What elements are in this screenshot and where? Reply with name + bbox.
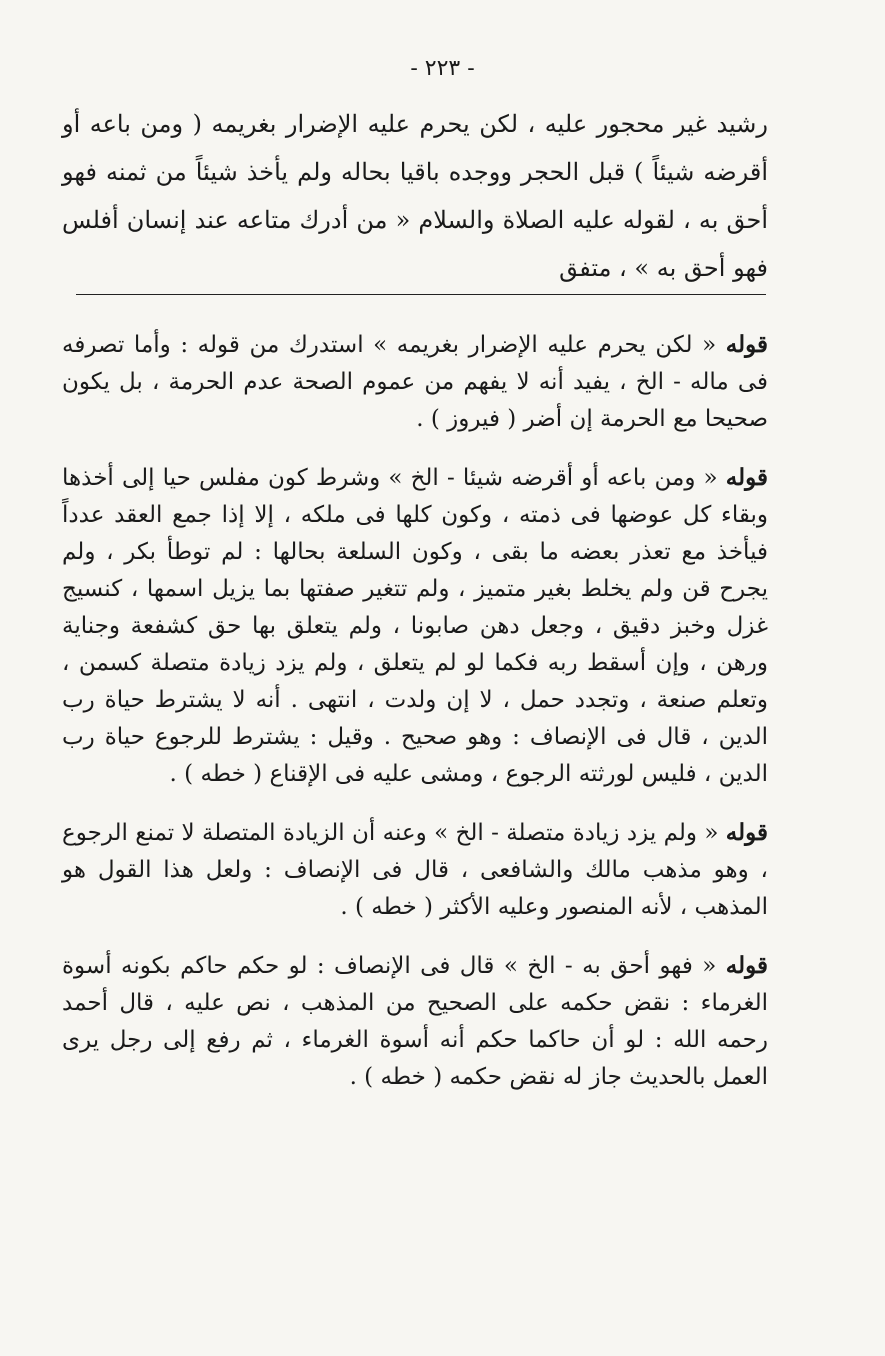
commentary-text: « ولم يزد زيادة متصلة - الخ » وعنه أن الزيادة المتصلة لا تمنع الرجوع ، وهو مذهب مالك والشافعى ، قال فى الإنصاف : ولعل هذا القول هو المذهب ، لأنه المنصور وعليه الأكثر ( خطه ) . xyxy=(62,820,768,920)
commentary-section xyxy=(62,326,768,1117)
page-number: - ٢٢٣ - xyxy=(410,56,475,81)
commentary-paragraph xyxy=(62,947,768,1096)
commentary-lead: قوله xyxy=(725,819,768,846)
commentary-paragraph xyxy=(62,814,768,926)
commentary-lead: قوله xyxy=(725,331,768,358)
commentary-paragraph xyxy=(62,326,768,438)
commentary-lead: قوله xyxy=(725,952,768,979)
commentary-paragraph xyxy=(62,459,768,793)
commentary-text: « لكن يحرم عليه الإضرار بغريمه » استدرك من قوله : وأما تصرفه فى ماله - الخ ، يفيد أنه لا يفهم من عموم الصحة عدم الحرمة ، بل يكون صحيحا مع الحرمة إن أضر ( فيروز ) . xyxy=(62,332,768,432)
footnote-separator xyxy=(76,294,766,295)
commentary-text: « ومن باعه أو أقرضه شيئا - الخ » وشرط كون مفلس حيا إلى أخذها وبقاء كل عوضها فى ذمته ، وكون كلها فى ملكه ، إلا إذا جمع العقد عدداً فيأخذ مع تعذر بعضه ما بقى ، وكون السلعة بحالها : لم توطأ بكر ، ولم يجرح قن ولم يخلط بغير متميز ، ولم تتغير صفتها بما يزيل اسمها ، كنسيج غزل وخبز دقيق ، وجعل دهن صابونا ، ولم يتعلق بها حق كشفعة وجناية ورهن ، وإن أسقط ربه فكما لو لم يتعلق ، ولم يزد زيادة متصلة كسمن ، وتعلم صنعة ، وتجدد حمل ، لا إن ولدت ، انتهى . أنه لا يشترط حياة رب الدين ، قال فى الإنصاف : وهو صحيح . وقيل : يشترط للرجوع حياة رب الدين ، فليس لورثته الرجوع ، ومشى عليه فى الإقناع ( خطه ) . xyxy=(62,465,768,787)
commentary-text: « فهو أحق به - الخ » قال فى الإنصاف : لو حكم حاكم بكونه أسوة الغرماء : نقض حكمه على الصحيح من المذهب ، نص عليه ، قال أحمد رحمه الله : لو أن حاكما حكم أنه أسوة الغرماء ، ثم رفع إلى رجل يرى العمل بالحديث جاز له نقض حكمه ( خطه ) . xyxy=(62,953,768,1090)
main-text: رشيد غير محجور عليه ، لكن يحرم عليه الإضرار بغريمه ( ومن باعه أو أقرضه شيئاً ) قبل الحجر ووجده باقيا بحاله ولم يأخذ شيئاً من ثمنه فهو أحق به ، لقوله عليه الصلاة والسلام « من أدرك متاعه عند إنسان أفلس فهو أحق به » ، متفق xyxy=(62,110,768,282)
commentary-lead: قوله xyxy=(725,464,769,491)
